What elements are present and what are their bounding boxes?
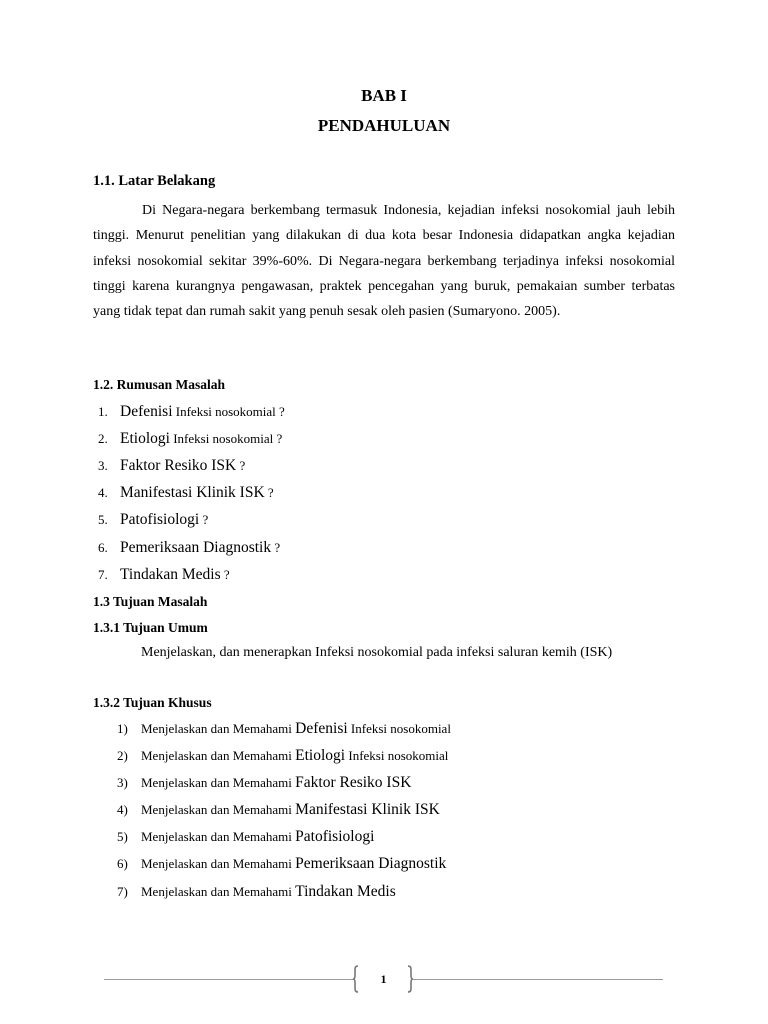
list-item-number: 2) [117, 748, 128, 763]
subsection-heading-tujuan-umum: 1.3.1 Tujuan Umum [93, 620, 208, 635]
list-item-main: Manifestasi Klinik ISK [120, 484, 265, 501]
subsection-heading-tujuan-khusus: 1.3.2 Tujuan Khusus [93, 695, 212, 710]
list-item-number: 6. [98, 540, 108, 555]
list-item-rest: Infeksi nosokomial [347, 721, 451, 736]
list-item-prefix: Menjelaskan dan Memahami [141, 884, 296, 899]
list-item-number: 7. [98, 567, 108, 582]
list-item [117, 828, 374, 846]
list-item-number: 3) [117, 775, 128, 790]
list-item-main: Faktor Resiko ISK [120, 457, 237, 474]
list-item [117, 801, 440, 819]
list-item [117, 747, 448, 765]
list-item-number: 3. [98, 458, 108, 473]
list-item [98, 457, 245, 475]
list-item-main: Tindakan Medis [295, 883, 396, 900]
left-brace-icon [353, 965, 359, 993]
list-item-main: Patofisiologi [120, 511, 200, 528]
list-item-number: 4) [117, 802, 128, 817]
page-number: 1 [380, 972, 387, 986]
section-heading-latar-belakang: 1.1. Latar Belakang [93, 173, 216, 189]
tujuan-umum-text: Menjelaskan, dan menerapkan Infeksi nosokomial pada infeksi saluran kemih (ISK) [141, 645, 613, 660]
list-item-prefix: Menjelaskan dan Memahami [141, 829, 296, 844]
footer-rule-left [104, 979, 354, 980]
list-item-rest: ? [199, 512, 209, 527]
list-item-rest: Infeksi nosokomial [345, 748, 449, 763]
list-item-main: Patofisiologi [295, 828, 375, 845]
list-item [117, 720, 451, 738]
section-heading-tujuan-masalah: 1.3 Tujuan Masalah [93, 594, 208, 609]
list-item-main: Faktor Resiko ISK [295, 774, 412, 791]
list-item-main: Defenisi [295, 720, 348, 737]
section-heading-rumusan-masalah: 1.2. Rumusan Masalah [93, 377, 226, 392]
list-item [117, 855, 446, 873]
right-brace-icon [407, 965, 413, 993]
list-item-main: Pemeriksaan Diagnostik [120, 539, 272, 556]
chapter-title: PENDAHULUAN [317, 116, 451, 135]
list-item-number: 6) [117, 856, 128, 871]
list-item-prefix: Menjelaskan dan Memahami [141, 802, 296, 817]
list-item-main: Tindakan Medis [120, 566, 221, 583]
list-item-number: 5) [117, 829, 128, 844]
list-item [98, 403, 285, 421]
list-item-rest: ? [220, 567, 230, 582]
list-item-rest: Infeksi nosokomial ? [172, 404, 285, 419]
list-item [98, 566, 230, 584]
list-item-main: Etiologi [295, 747, 346, 764]
list-item-rest: ? [236, 458, 246, 473]
footer-rule-right [413, 979, 663, 980]
list-item-number: 4. [98, 485, 108, 500]
list-item [98, 539, 280, 557]
list-item-number: 2. [98, 431, 108, 446]
list-item [98, 430, 282, 448]
list-item-main: Pemeriksaan Diagnostik [295, 855, 447, 872]
list-item [98, 484, 274, 502]
list-item-number: 1. [98, 404, 108, 419]
list-item-prefix: Menjelaskan dan Memahami [141, 721, 296, 736]
list-item-prefix: Menjelaskan dan Memahami [141, 856, 296, 871]
list-item-number: 1) [117, 721, 128, 736]
list-item-rest: ? [264, 485, 274, 500]
list-item-rest: ? [271, 540, 281, 555]
list-item-prefix: Menjelaskan dan Memahami [141, 775, 296, 790]
list-item [117, 774, 411, 792]
list-item-number: 5. [98, 512, 108, 527]
chapter-number: BAB I [361, 86, 407, 105]
list-item-main: Etiologi [120, 430, 170, 447]
list-item-prefix: Menjelaskan dan Memahami [141, 748, 296, 763]
list-item-number: 7) [117, 884, 128, 899]
list-item-main: Manifestasi Klinik ISK [295, 801, 440, 818]
latar-belakang-paragraph: Di Negara-negara berkembang termasuk Indonesia, kejadian infeksi nosokomial jauh lebih tinggi. Menurut penelitian yang dilakukan di dua kota besar Indonesia didapatkan angka kejadian infeksi nosokomial sekitar 39%-60%. Di Negara-negara berkembang terjadinya infeksi nosokomial tinggi karena kurangnya pengawasan, praktek pencegahan yang buruk, pemakaian sumber terbatas yang tidak tepat dan rumah sakit yang penuh sesak oleh pasien (Sumaryono. 2005). [93, 203, 675, 320]
list-item-main: Defenisi [120, 403, 173, 420]
list-item [98, 511, 208, 529]
list-item-rest: Infeksi nosokomial ? [169, 431, 283, 446]
list-item [117, 883, 396, 901]
